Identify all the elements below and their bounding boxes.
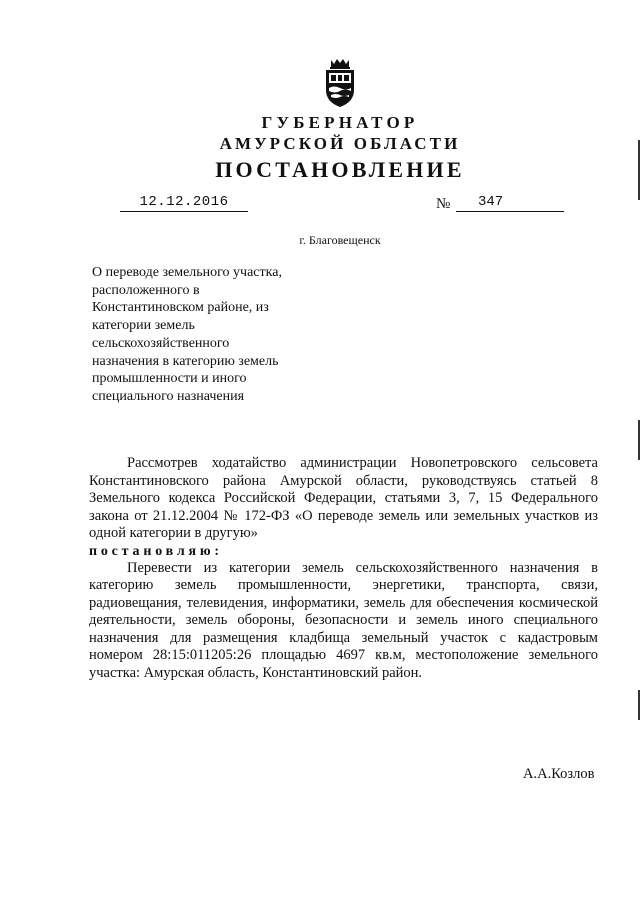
issuer-region: АМУРСКОЙ ОБЛАСТИ	[219, 134, 461, 153]
subject-line: категории земель	[92, 318, 195, 334]
document-number: 347	[456, 194, 564, 212]
subject-line: Константиновском районе, из	[92, 300, 269, 316]
city-of-issue: г. Благовещенск	[299, 233, 381, 247]
issuer-title: ГУБЕРНАТОР	[261, 113, 419, 132]
subject-line: промышленности и иного	[92, 371, 247, 387]
subject-line: специального назначения	[92, 388, 245, 404]
subject-line: О переводе земельного участка,	[92, 265, 282, 280]
signatory-name: А.А.Козлов	[523, 766, 595, 782]
decision-paragraph: Перевести из категории земель сельскохозяйственного назначения в категорию земель промышленности, энергетики, транспорта, связи, радиовещания, телевидения, информатики, земель для обеспечения космической деятельности, земель обороны, безопасности и земель иного специального назначения для размещения кладбища земельный участок с кадастровым номером 28:15:011205:26 площадью 4697 кв.м, местоположение земельного участка: Амурская область, Константиновский район.	[89, 559, 598, 681]
document-body	[89, 455, 598, 682]
subject-heading	[92, 264, 342, 406]
document-date: 12.12.2016	[120, 194, 248, 212]
coat-of-arms-icon	[323, 58, 357, 108]
decree-word: постановляю:	[89, 543, 223, 559]
number-sign: №	[436, 196, 451, 212]
document-type: ПОСТАНОВЛЕНИЕ	[215, 157, 465, 182]
preamble-paragraph: Рассмотрев ходатайство администрации Новопетровского сельсовета Константиновского района Амурской области, руководствуясь статьей 8 Земельного кодекса Российской Федерации, статьями 3, 7, 15 Федерального закона от 21.12.2004 № 172-ФЗ «О переводе земель или земельных участков из одной категории в другую»	[89, 455, 598, 541]
subject-line: назначения в категорию земель	[92, 353, 279, 369]
subject-line: расположенного в	[92, 282, 200, 298]
subject-line: сельскохозяйственного	[92, 335, 230, 351]
